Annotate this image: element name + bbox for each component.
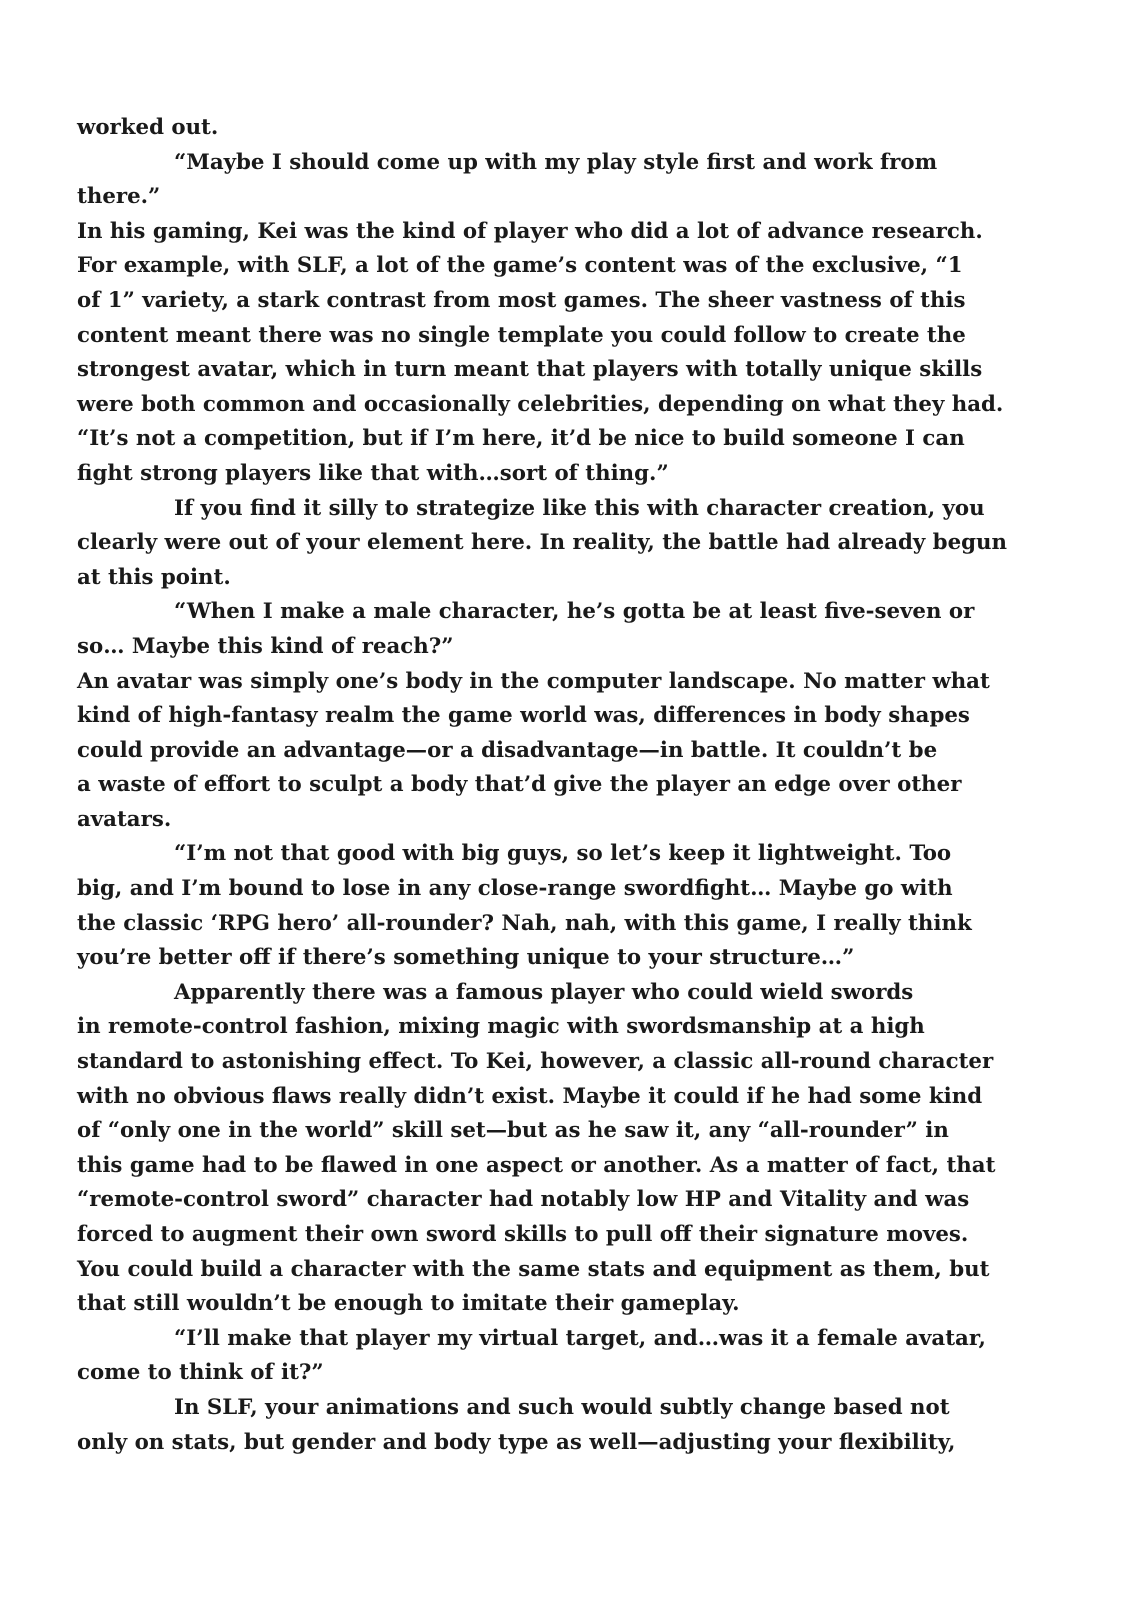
- text-line: the classic ‘RPG hero’ all-rounder? Nah, nah, with this game, I really think: [77, 910, 972, 936]
- text-line: a waste of effort to sculpt a body that’d give the player an edge over other: [77, 772, 962, 798]
- text-line: forced to augment their own sword skills to pull off their signature moves.: [77, 1222, 969, 1247]
- text-line: In his gaming, Kei was the kind of player who did a lot of advance research.: [77, 218, 983, 244]
- text-line: clearly were out of your element here. In reality, the battle had already begun: [77, 530, 1007, 556]
- text-line: You could build a character with the same stats and equipment as them, but: [77, 1256, 990, 1282]
- text-line: big, and I’m bound to lose in any close-range swordfight… Maybe go with: [77, 876, 953, 902]
- text-line: so… Maybe this kind of reach?”: [77, 633, 454, 659]
- text-line: An avatar was simply one’s body in the computer landscape. No matter what: [77, 668, 990, 694]
- text-line: fight strong players like that with…sort of thing.”: [77, 460, 669, 486]
- text-line: were both common and occasionally celebrities, depending on what they had.: [77, 391, 1004, 417]
- text-line: In SLF, your animations and such would subtly change based not: [174, 1394, 950, 1420]
- text-line: avatars.: [77, 806, 172, 832]
- text-line: content meant there was no single template you could follow to create the: [77, 322, 966, 348]
- text-line: “When I make a male character, he’s gotta be at least five-seven or: [174, 599, 975, 625]
- text-line: could provide an advantage—or a disadvantage—in battle. It couldn’t be: [77, 737, 938, 763]
- text-line: worked out.: [77, 115, 219, 140]
- text-line: “I’m not that good with big guys, so let’s keep it lightweight. Too: [174, 841, 952, 867]
- text-line: “I’ll make that player my virtual target, and…was it a female avatar,: [174, 1325, 986, 1351]
- text-line: this game had to be flawed in one aspect or another. As a matter of fact, that: [77, 1152, 996, 1178]
- text-line: of “only one in the world” skill set—but as he saw it, any “all-rounder” in: [77, 1118, 949, 1144]
- text-line: standard to astonishing effect. To Kei, however, a classic all-round character: [77, 1049, 994, 1075]
- text-line: that still wouldn’t be enough to imitate their gameplay.: [77, 1291, 740, 1317]
- text-line: “Maybe I should come up with my play style first and work from: [174, 149, 938, 175]
- text-line: For example, with SLF, a lot of the game’s content was of the exclusive, “1: [77, 253, 963, 279]
- text-line: “remote-control sword” character had notably low HP and Vitality and was: [77, 1187, 970, 1213]
- text-line: If you find it silly to strategize like this with character creation, you: [174, 495, 985, 521]
- text-line: there.”: [77, 184, 161, 210]
- text-line: Apparently there was a famous player who could wield swords: [174, 979, 914, 1005]
- text-line: kind of high-fantasy realm the game world was, differences in body shapes: [77, 703, 970, 729]
- text-line: you’re better off if there’s something unique to your structure…”: [77, 945, 855, 971]
- text-line: strongest avatar, which in turn meant that players with totally unique skills: [77, 357, 983, 383]
- text-line: at this point.: [77, 564, 231, 590]
- body-text: [77, 111, 1057, 1460]
- text-line: in remote-control fashion, mixing magic with swordsmanship at a high: [77, 1014, 925, 1040]
- text-line: only on stats, but gender and body type as well—adjusting your flexibility,: [77, 1429, 956, 1455]
- text-line: “It’s not a competition, but if I’m here, it’d be nice to build someone I can: [77, 426, 965, 452]
- text-line: come to think of it?”: [77, 1360, 324, 1386]
- text-line: with no obvious flaws really didn’t exist. Maybe it could if he had some kind: [77, 1083, 983, 1109]
- text-line: of 1” variety, a stark contrast from most games. The sheer vastness of this: [77, 287, 966, 313]
